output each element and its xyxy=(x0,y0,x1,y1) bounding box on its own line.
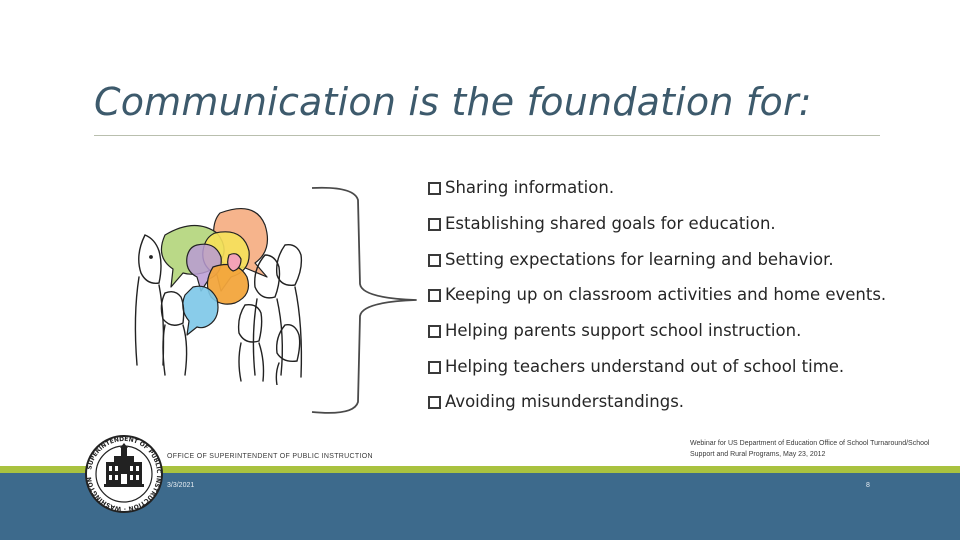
list-item xyxy=(428,313,886,349)
checkbox-icon xyxy=(428,218,441,231)
bullet-text: Helping teachers understand out of school time. xyxy=(445,356,845,376)
list-item xyxy=(428,277,886,313)
speech-bubbles xyxy=(161,209,267,335)
right-curly-brace-icon xyxy=(308,180,418,420)
checkbox-icon xyxy=(428,254,441,267)
people-talking-illustration xyxy=(125,195,315,385)
seal-text: SUPERINTENDENT OF PUBLIC INSTRUCTION · WASHINGTON xyxy=(86,435,163,513)
bullet-text: Helping parents support school instruction. xyxy=(445,321,802,341)
list-item xyxy=(428,206,886,242)
list-item xyxy=(428,384,886,420)
bullet-text: Avoiding misunderstandings. xyxy=(445,392,685,412)
list-item xyxy=(428,170,886,206)
checkbox-icon xyxy=(428,361,441,374)
checkbox-icon xyxy=(428,289,441,302)
bullet-text: Setting expectations for learning and behavior. xyxy=(445,249,834,269)
checkbox-icon xyxy=(428,325,441,338)
office-name: OFFICE OF SUPERINTENDENT OF PUBLIC INSTRUCTION xyxy=(167,453,373,460)
bullet-list xyxy=(428,170,886,420)
list-item xyxy=(428,241,886,277)
slide-date: 3/3/2021 xyxy=(167,482,195,489)
page-number: 8 xyxy=(866,482,870,489)
checkbox-icon xyxy=(428,182,441,195)
ospi-seal-logo xyxy=(84,434,164,514)
list-item xyxy=(428,348,886,384)
bullet-text: Sharing information. xyxy=(445,178,615,198)
title-divider xyxy=(94,135,880,136)
bullet-text: Keeping up on classroom activities and home events. xyxy=(445,285,887,305)
webinar-note: Webinar for US Department of Education Office of School Turnaround/School Support and Rural Programs, May 23, 2012 xyxy=(690,440,930,458)
checkbox-icon xyxy=(428,396,441,409)
bullet-text: Establishing shared goals for education. xyxy=(445,214,776,234)
slide-title: Communication is the foundation for: xyxy=(94,80,812,124)
